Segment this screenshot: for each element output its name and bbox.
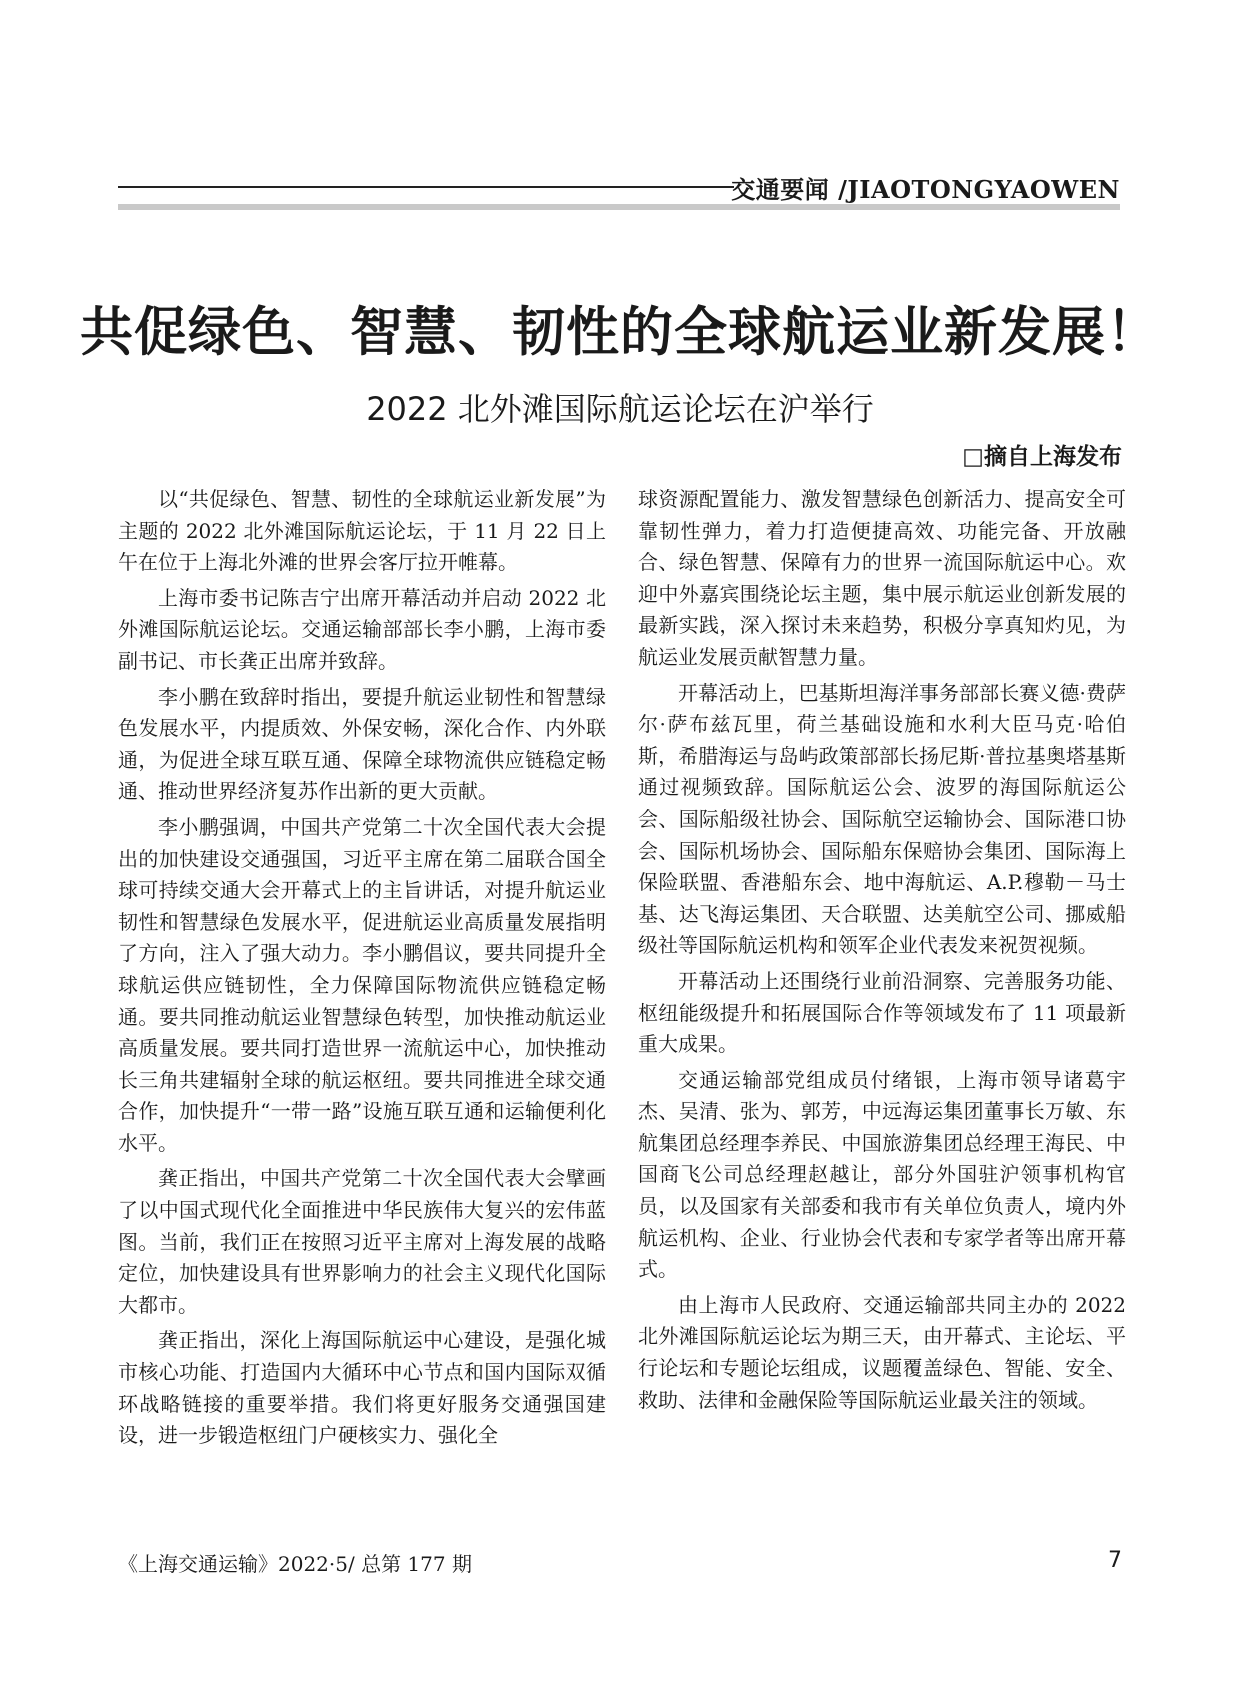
left-column xyxy=(118,484,606,1456)
paragraph: 上海市委书记陈吉宁出席开幕活动并启动 2022 北外滩国际航运论坛。交通运输部部长李小鹏，上海市委副书记、市长龚正出席并致辞。 xyxy=(118,585,606,673)
paragraph: 龚正指出，深化上海国际航运中心建设，是强化城市核心功能、打造国内大循环中心节点和国内国际双循环战略链接的重要举措。我们将更好服务交通强国建设，进一步锻造枢纽门户硬核实力、强化全 xyxy=(118,1328,606,1448)
paragraph: 李小鹏强调，中国共产党第二十次全国代表大会提出的加快建设交通强国，习近平主席在第二届联合国全球可持续交通大会开幕式上的主旨讲话，对提升航运业韧性和智慧绿色发展水平，促进航运业高质量发展指明了方向，注入了强大动力。李小鹏倡议，要共同提升全球航运供应链韧性，全力保障国际物流供应链稳定畅通。要共同推动航运业智慧绿色转型，加快推动航运业高质量发展。要共同打造世界一流航运中心，加快推动长三角共建辐射全球的航运枢纽。要共同推进全球交通合作，加快提升“一带一路”设施互联互通和运输便利化水平。 xyxy=(118,814,606,1155)
article-title: 共促绿色、智慧、韧性的全球航运业新发展！ xyxy=(80,301,1160,363)
header-shade-bar xyxy=(118,204,1120,210)
paragraph: 由上海市人民政府、交通运输部共同主办的 2022 北外滩国际航运论坛为期三天，由开幕式、主论坛、平行论坛和专题论坛组成，议题覆盖绿色、智能、安全、救助、法律和金融保险等国际航运业最关注的领域。 xyxy=(638,1292,1126,1412)
right-column xyxy=(638,484,1126,1420)
page-number: 7 xyxy=(1108,1548,1122,1573)
paragraph-continuation: 球资源配置能力、激发智慧绿色创新活力、提高安全可靠韧性弹力，着力打造便捷高效、功能完备、开放融合、绿色智慧、保障有力的世界一流国际航运中心。欢迎中外嘉宾围绕论坛主题，集中展示航运业创新发展的最新实践，深入探讨未来趋势，积极分享真知灼见，为航运业发展贡献智慧力量。 xyxy=(638,487,1126,669)
paragraph: 开幕活动上还围绕行业前沿洞察、完善服务功能、枢纽能级提升和拓展国际合作等领域发布了 11 项最新重大成果。 xyxy=(638,968,1126,1057)
paragraph: 开幕活动上，巴基斯坦海洋事务部部长赛义德·费萨尔·萨布兹瓦里，荷兰基础设施和水利大臣马克·哈伯斯，希腊海运与岛屿政策部部长扬尼斯·普拉基奥塔基斯通过视频致辞。国际航运公会、波罗的海国际航运公会、国际船级社协会、国际航空运输协会、国际港口协会、国际机场协会、国际船东保赔协会集团、国际海上保险联盟、香港船东会、地中海航运、A.P.穆勒－马士基、达飞海运集团、天合联盟、达美航空公司、挪威船级社等国际航运机构和领军企业代表发来祝贺视频。 xyxy=(638,680,1126,958)
paragraph: 龚正指出，中国共产党第二十次全国代表大会擘画了以中国式现代化全面推进中华民族伟大复兴的宏伟蓝图。当前，我们正在按照习近平主席对上海发展的战略定位，加快建设具有世界影响力的社会主义现代化国际大都市。 xyxy=(118,1166,606,1317)
header-rule xyxy=(118,186,734,188)
section-header xyxy=(118,168,1120,208)
section-label: 交通要闻 /JIAOTONGYAOWEN xyxy=(731,175,1120,204)
paragraph: 交通运输部党组成员付绪银，上海市领导诸葛宇杰、吴清、张为、郭芳，中远海运集团董事长万敏、东航集团总经理李养民、中国旅游集团总经理王海民、中国商飞公司总经理赵越让，部分外国驻沪领事机构官员，以及国家有关部委和我市有关单位负责人，境内外航运机构、企业、行业协会代表和专家学者等出席开幕式。 xyxy=(638,1067,1126,1282)
article-source: □摘自上海发布 xyxy=(962,444,1122,470)
article-subtitle: 2022 北外滩国际航运论坛在沪举行 xyxy=(366,390,874,428)
footer-journal-info: 《上海交通运输》2022·5/ 总第 177 期 xyxy=(118,1552,472,1576)
paragraph: 李小鹏在致辞时指出，要提升航运业韧性和智慧绿色发展水平，内提质效、外保安畅，深化合作、内外联通，为促进全球互联互通、保障全球物流供应链稳定畅通、推动世界经济复苏作出新的更大贡献。 xyxy=(118,684,606,804)
paragraph: 以“共促绿色、智慧、韧性的全球航运业新发展”为主题的 2022 北外滩国际航运论坛，于 11 月 22 日上午在位于上海北外滩的世界会客厅拉开帷幕。 xyxy=(118,487,606,575)
